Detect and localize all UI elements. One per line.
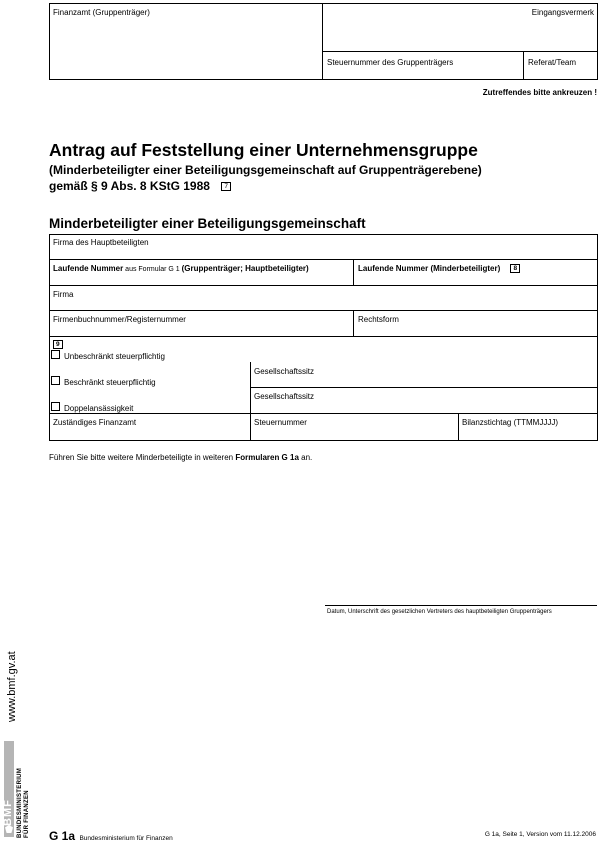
doppel-label: Doppelansässigkeit bbox=[64, 404, 134, 413]
law-reference: gemäß § 9 Abs. 8 KStG 1988 bbox=[49, 179, 210, 193]
lfd-nr-middle: aus Formular G 1 bbox=[123, 266, 182, 273]
steuernummer-gruppentraeger-input[interactable] bbox=[327, 68, 519, 79]
steuernummer-gruppentraeger-label: Steuernummer des Gruppenträgers bbox=[327, 58, 454, 67]
rechtsform-label: Rechtsform bbox=[358, 315, 399, 324]
lfd-nr-minder-input[interactable] bbox=[358, 274, 594, 284]
gesellschaftssitz-2-input[interactable] bbox=[254, 402, 594, 412]
form-id: G 1a bbox=[49, 829, 76, 843]
note-form-ref: Formularen G 1a bbox=[235, 453, 299, 462]
finanzamt-zustaendig-input[interactable] bbox=[53, 429, 246, 440]
bmf-url: www.bmf.gv.at bbox=[6, 651, 18, 722]
referat-label: Referat/Team bbox=[528, 58, 577, 67]
field-ref-7: 7 bbox=[221, 182, 231, 191]
firmenbuchnummer-label: Firmenbuchnummer/Registernummer bbox=[53, 315, 186, 324]
lfd-nr-prefix: Laufende Nummer bbox=[53, 264, 124, 273]
section-heading: Minderbeteiligter einer Beteiligungsgemeinschaft bbox=[49, 216, 366, 231]
lfd-nr-minder-label: Laufende Nummer (Minderbeteiligter) bbox=[358, 264, 501, 273]
signature-label: Datum, Unterschrift des gesetzlichen Vertreters des hauptbeteiligten Gruppenträgers bbox=[327, 609, 552, 615]
footer-left bbox=[49, 827, 173, 845]
referat-input[interactable] bbox=[528, 68, 594, 79]
bilanzstichtag-label: Bilanzstichtag (TTMMJJJJ) bbox=[462, 418, 559, 427]
steuernummer-input[interactable] bbox=[254, 429, 454, 440]
gesellschaftssitz-1-label: Gesellschaftssitz bbox=[254, 367, 315, 376]
tick-note: Zutreffendes bitte ankreuzen ! bbox=[482, 88, 597, 97]
lfd-nr-suffix: (Gruppenträger; Hauptbeteiligter) bbox=[181, 264, 309, 273]
lfd-nr-minder-label-wrap bbox=[358, 264, 520, 274]
additional-note bbox=[49, 453, 312, 462]
footer-ministry: Bundesministerium für Finanzen bbox=[79, 835, 173, 842]
unbeschraenkt-label: Unbeschränkt steuerpflichtig bbox=[64, 352, 165, 361]
note-text: Führen Sie bitte weitere Minderbeteiligte in weiteren bbox=[49, 453, 236, 462]
firma-label: Firma bbox=[53, 290, 74, 299]
beschraenkt-label: Beschränkt steuerpflichtig bbox=[64, 378, 156, 387]
finanzamt-zustaendig-label: Zuständiges Finanzamt bbox=[53, 418, 137, 427]
page-subtitle-law bbox=[49, 179, 231, 193]
firma-haupt-input[interactable] bbox=[53, 248, 593, 258]
field-ref-9: 9 bbox=[53, 340, 63, 349]
lfd-nr-haupt-input[interactable] bbox=[53, 274, 349, 284]
unbeschraenkt-checkbox[interactable] bbox=[51, 350, 60, 359]
firmenbuchnummer-input[interactable] bbox=[53, 325, 349, 335]
firma-haupt-label: Firma des Hauptbeteiligten bbox=[53, 238, 149, 247]
page-title: Antrag auf Feststellung einer Unternehmensgruppe bbox=[49, 140, 478, 160]
steuernummer-label: Steuernummer bbox=[254, 418, 307, 427]
bilanzstichtag-input[interactable] bbox=[462, 429, 594, 440]
ministry-line-2: FÜR FINANZEN bbox=[24, 790, 30, 838]
gesellschaftssitz-1-input[interactable] bbox=[254, 377, 594, 386]
note-text-end: an. bbox=[298, 453, 313, 462]
eingangsvermerk-label: Eingangsvermerk bbox=[531, 8, 594, 17]
ministry-line-1: BUNDESMINISTERIUM bbox=[17, 767, 23, 838]
firma-input[interactable] bbox=[53, 300, 593, 309]
footer-version: G 1a, Seite 1, Version vom 11.12.2006 bbox=[484, 831, 596, 838]
rechtsform-input[interactable] bbox=[358, 325, 594, 335]
finanzamt-input[interactable] bbox=[53, 22, 318, 76]
doppel-checkbox[interactable] bbox=[51, 402, 60, 411]
bmf-eagle-icon bbox=[5, 825, 13, 833]
beschraenkt-checkbox[interactable] bbox=[51, 376, 60, 385]
finanzamt-label: Finanzamt (Gruppenträger) bbox=[53, 8, 150, 17]
field-ref-8: 8 bbox=[510, 264, 520, 273]
page-subtitle: (Minderbeteiligter einer Beteiligungsgemeinschaft auf Gruppenträgerebene) bbox=[49, 163, 482, 177]
signature-line[interactable] bbox=[325, 605, 597, 606]
gesellschaftssitz-2-label: Gesellschaftssitz bbox=[254, 392, 315, 401]
bmf-logo-text: BMF bbox=[2, 799, 14, 826]
